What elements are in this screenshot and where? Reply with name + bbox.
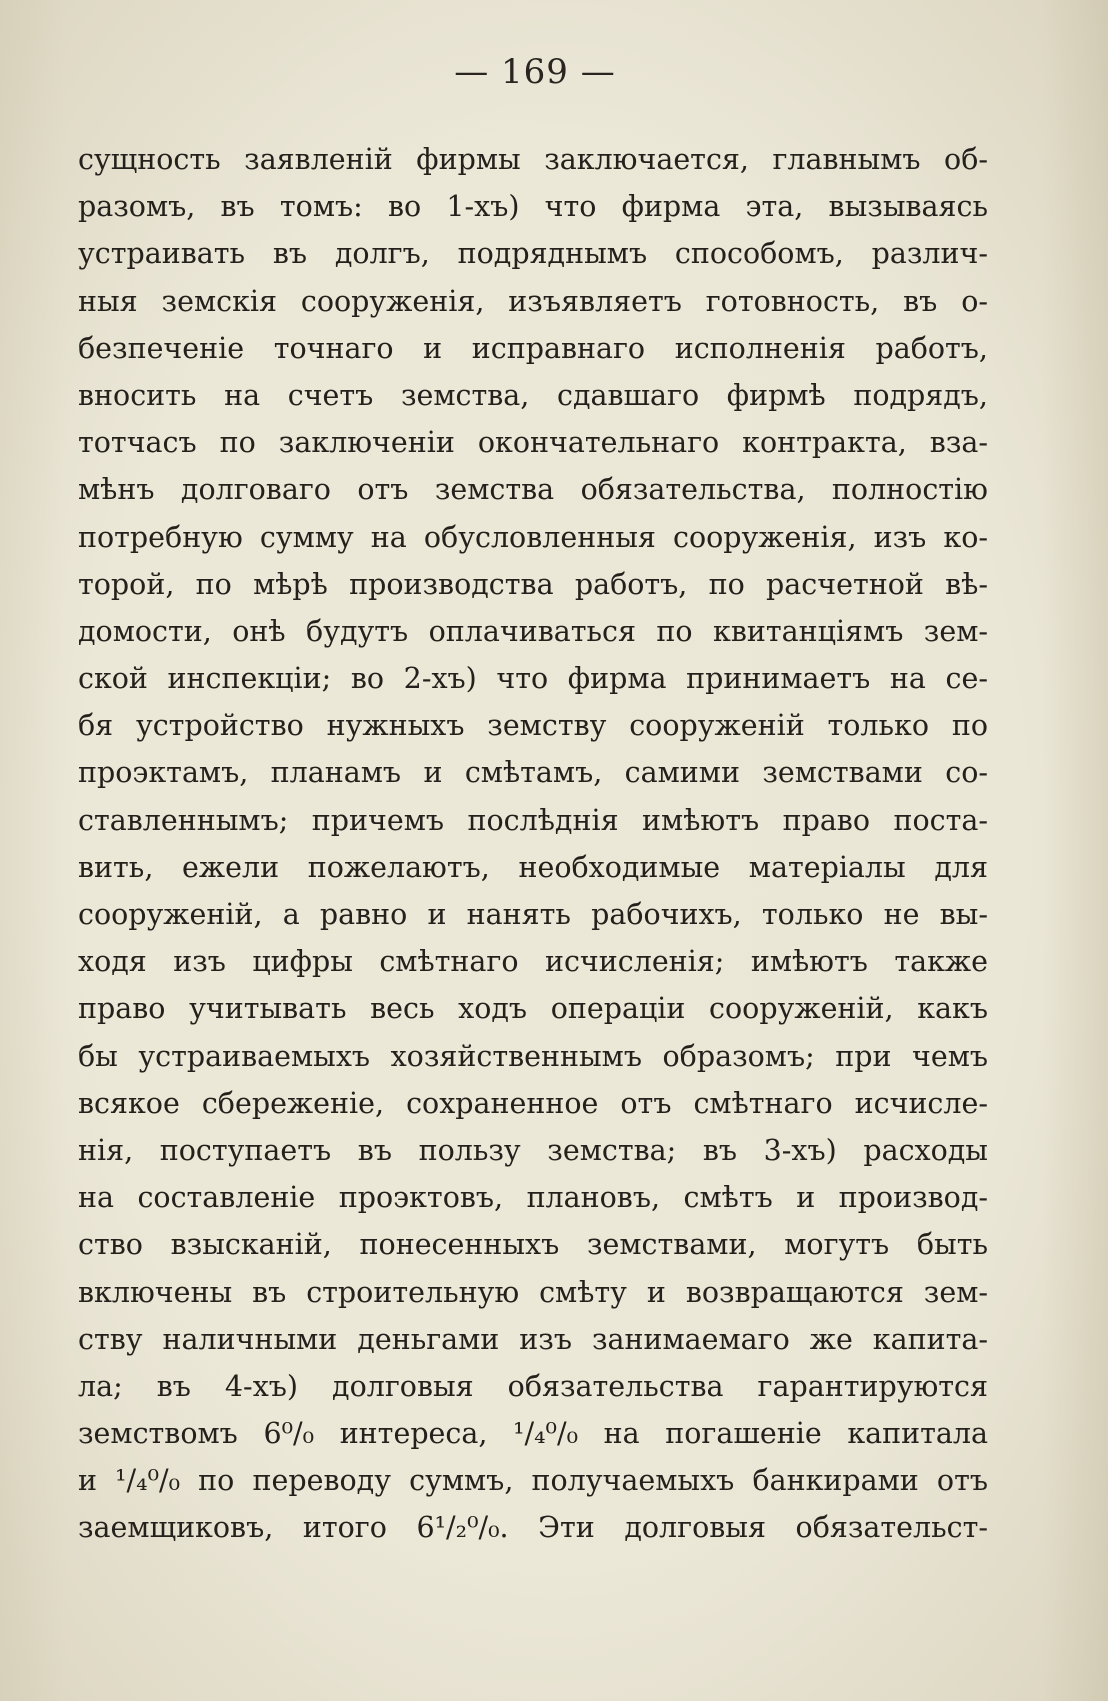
text-line: на составленiе проэктовъ, плановъ, смѣтъ и производ-: [78, 1181, 988, 1215]
text-line: разомъ, въ томъ: во 1-хъ) что фирма эта, вызываясь: [78, 190, 988, 224]
text-line: вить, ежели пожелаютъ, необходимые матерiалы для: [78, 850, 988, 884]
text-line: бы устраиваемыхъ хозяйственнымъ образомъ; при чемъ: [78, 1039, 988, 1073]
text-line: ла; въ 4-хъ) долговыя обязательства гарантируются: [78, 1369, 988, 1403]
text-line: тотчасъ по заключенiи окончательнаго контракта, вза-: [78, 426, 988, 460]
page-number: — 169 —: [454, 52, 616, 92]
text-line: ству наличными деньгами изъ занимаемаго же капита-: [78, 1322, 988, 1356]
text-line: заемщиковъ, итого 6¹/₂⁰/₀. Эти долговыя обязательст-: [78, 1511, 988, 1545]
text-line: право учитывать весь ходъ операцiи сооруженiй, какъ: [78, 992, 988, 1026]
text-line: потребную сумму на обусловленныя сооруженiя, изъ ко-: [78, 520, 988, 554]
body-text: [78, 136, 988, 1552]
text-line: всякое сбереженiе, сохраненное отъ смѣтнаго исчисле-: [78, 1086, 988, 1120]
text-line: ныя земскiя сооруженiя, изъявляетъ готовность, въ о-: [78, 284, 988, 318]
text-line: ской инспекцiи; во 2-хъ) что фирма принимаетъ на се-: [78, 662, 988, 696]
text-line: бя устройство нужныхъ земству сооруженiй только по: [78, 709, 988, 743]
text-line: сущность заявленiй фирмы заключается, главнымъ об-: [78, 143, 988, 176]
text-line: безпеченiе точнаго и исправнаго исполненiя работъ,: [78, 331, 988, 365]
text-line: устраивать въ долгъ, подряднымъ способомъ, различ-: [78, 237, 988, 271]
text-line: торой, по мѣрѣ производства работъ, по расчетной вѣ-: [78, 567, 988, 601]
text-line: включены въ строительную смѣту и возвращаются зем-: [78, 1275, 988, 1309]
text-line: нiя, поступаетъ въ пользу земства; въ 3-хъ) расходы: [78, 1133, 988, 1167]
text-line: вносить на счетъ земства, сдавшаго фирмѣ подрядъ,: [78, 378, 988, 412]
text-line: домости, онѣ будутъ оплачиваться по квитанцiямъ зем-: [78, 614, 988, 648]
text-line: ство взысканiй, понесенныхъ земствами, могутъ быть: [78, 1228, 988, 1262]
text-line: сооруженiй, а равно и нанять рабочихъ, только не вы-: [78, 898, 988, 931]
text-line: ставленнымъ; причемъ послѣднiя имѣютъ право поста-: [78, 803, 988, 837]
text-line: ходя изъ цифры смѣтнаго исчисленiя; имѣютъ также: [78, 945, 988, 979]
text-line: земствомъ 6⁰/₀ интереса, ¹/₄⁰/₀ на погашенiе капитала: [78, 1417, 988, 1451]
text-line: проэктамъ, планамъ и смѣтамъ, самими земствами со-: [78, 756, 988, 790]
text-line: и ¹/₄⁰/₀ по переводу суммъ, получаемыхъ банкирами отъ: [78, 1464, 988, 1498]
text-line: мѣнъ долговаго отъ земства обязательства, полностiю: [78, 473, 988, 507]
